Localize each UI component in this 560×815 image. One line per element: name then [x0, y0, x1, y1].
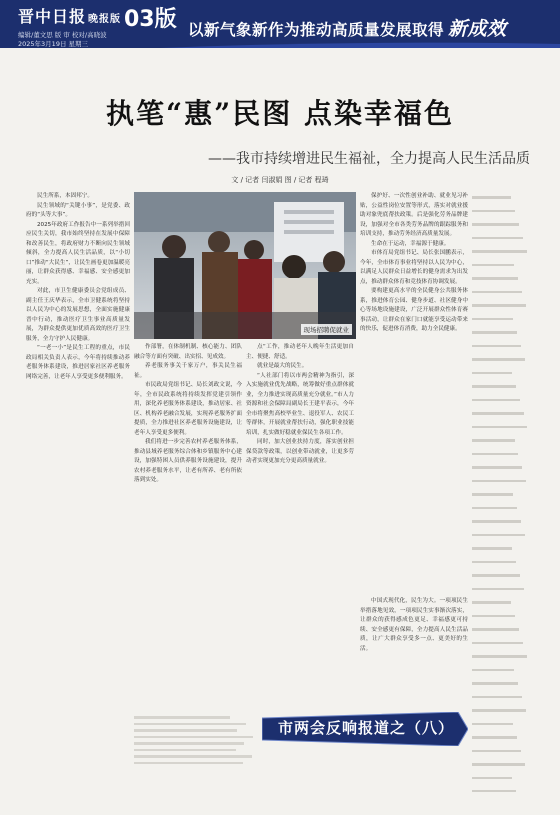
- header-slogan: [188, 14, 507, 41]
- adjacent-column-text: [472, 192, 528, 792]
- text-line-placeholder: [472, 318, 528, 328]
- text-line-placeholder: [472, 196, 528, 206]
- text-line-placeholder: [472, 601, 528, 611]
- masthead-title: 晋中日报: [18, 7, 87, 26]
- text-line-placeholder: [472, 534, 528, 544]
- paragraph: 对此，市卫生健康委员会党组成员、副主任王庆华表示，全市卫健系统将坚持以人民为中心的发展思想，全面实施健康晋中行动，推动医疗卫生事业高质量发展，为群众提供更加优质高效的医疗卫生服务，全力守护人民健康。: [26, 288, 130, 342]
- photo-caption: 现场招聘促就业: [301, 324, 353, 335]
- text-line-placeholder: [134, 729, 237, 732]
- text-line-placeholder: [472, 763, 528, 773]
- paragraph: 点“工作，推动老年人晚年生活更加自主、便捷、舒适。: [246, 344, 354, 360]
- text-line-placeholder: [472, 655, 528, 665]
- text-line-placeholder: [472, 669, 528, 679]
- header-swoosh-decoration: [160, 40, 560, 48]
- text-line-placeholder: [472, 723, 528, 733]
- text-line-placeholder: [472, 277, 528, 287]
- series-label: 市两会反响报道之（八）: [278, 719, 455, 737]
- article-column-1: [26, 192, 130, 792]
- text-line-placeholder: [472, 561, 528, 571]
- article-subtitle: ——我市持续增进民生福祉，全力提高人民生活品质: [208, 151, 530, 167]
- text-line-placeholder: [472, 426, 528, 436]
- text-line-placeholder: [472, 358, 528, 368]
- text-line-placeholder: [472, 331, 528, 341]
- text-line-placeholder: [472, 466, 528, 476]
- text-line-placeholder: [472, 493, 528, 503]
- text-line-placeholder: [472, 777, 528, 787]
- text-line-placeholder: [134, 742, 244, 745]
- text-line-placeholder: [472, 628, 528, 638]
- paragraph: 民生所系，本固邦宁。: [37, 193, 93, 199]
- text-line-placeholder: [472, 210, 528, 220]
- text-line-placeholder: [472, 709, 528, 719]
- paragraph: 保护好、一次性创业补助、就业见习补贴，公益性岗位安置等形式，落实对就业援助对象兜底帮扶政策。后是强化劳务品牌建设，加强对全市各类劳务品牌的跟踪服务和培训支持，推动劳务经济高质量发展。: [360, 193, 468, 237]
- page-header: [0, 0, 560, 48]
- paragraph: “人社部门将以市两会精神为指引，深入实施就业优先战略，统筹做好重点群体就业，全力推进实现高质量充分就业。”市人力资源和社会保障局副局长王建平表示，今年全市将聚焦高校毕业生、退役军人、农民工等群体，开展就业帮扶行动，强化职业技能培训，扎实做好稳就业保民生各项工作。: [246, 372, 354, 436]
- text-line-placeholder: [472, 750, 528, 760]
- paragraph: 我们将进一步完善农村养老服务体系，推动县域养老服务综合体和乡镇服务中心建设，加强特困人员供养服务设施建设，提升农村养老服务水平，让老有所养、老有所依落到实处。: [134, 439, 242, 483]
- text-line-placeholder: [472, 345, 528, 355]
- text-line-placeholder: [472, 439, 528, 449]
- text-line-placeholder: [134, 736, 253, 739]
- paragraph: 作部署，在体制机制、核心能力、团队融合等方面有突破、出实招、见成效。: [134, 344, 242, 360]
- text-line-placeholder: [472, 372, 528, 382]
- text-line-placeholder: [472, 615, 528, 625]
- text-line-placeholder: [472, 736, 528, 746]
- paragraph: 要构建更高水平的全民健身公共服务体系，推进体育公园、健身步道、社区健身中心等场地设施建设，广泛开展群众性体育赛事活动，让群众在家门口就能享受运动带来的快乐，促进体育消费，助力全民健康。: [360, 288, 468, 332]
- text-line-placeholder: [472, 480, 528, 490]
- paragraph: 养老服务事关千家万户，事关民生福祉。: [134, 363, 242, 379]
- text-line-placeholder: [472, 237, 528, 247]
- paragraph: 就业是最大的民生。: [257, 363, 308, 369]
- text-line-placeholder: [472, 642, 528, 652]
- article-byline: 文 / 记者 闫淑娟 图 / 记者 程琦: [231, 176, 329, 184]
- text-line-placeholder: [472, 696, 528, 706]
- text-line-placeholder: [472, 790, 528, 792]
- article-photo: [134, 192, 356, 339]
- paragraph: 市体育局党组书记、局长张国鹏表示，今年，全市体育事业将坚持以人民为中心，以满足人民群众日益增长的健身需求为出发点，推动群众体育和竞技体育协调发展。: [360, 250, 468, 285]
- text-line-placeholder: [472, 507, 528, 517]
- slogan-prefix: 以新气象新作为推动高质量发展取得: [188, 21, 445, 39]
- text-line-placeholder: [472, 682, 528, 692]
- text-line-placeholder: [472, 264, 528, 274]
- article-column-4: [360, 192, 468, 590]
- text-line-placeholder: [472, 588, 528, 598]
- paragraph: 中国式现代化，民生为大。一项项民生举措落地见效，一项项民生实事渐次落实，让群众的获得感成色更足、幸福感更可持续、安全感更有保障，全力提高人民生活品质，让广大群众享受多一点、更美好的生活。: [360, 598, 468, 652]
- text-line-placeholder: [472, 547, 528, 557]
- article-title: 执笔“惠”民图 点染幸福色: [106, 97, 454, 130]
- text-line-placeholder: [134, 755, 252, 758]
- text-line-placeholder: [472, 304, 528, 314]
- text-line-placeholder: [472, 574, 528, 584]
- paragraph: 同时，加大创业扶持力度，落实创业担保贷款等政策，以创业带动就业，让更多劳动者实现更加充分更高质量就业。: [246, 439, 354, 464]
- text-line-placeholder: [472, 223, 528, 233]
- text-line-placeholder: [472, 250, 528, 260]
- paragraph: 生命在于运动，幸福源于健康。: [371, 240, 450, 247]
- text-line-placeholder: [472, 412, 528, 422]
- text-line-placeholder: [472, 385, 528, 395]
- text-line-placeholder: [134, 716, 230, 719]
- slogan-emphasis: 新成效: [448, 18, 507, 40]
- edition-label: 晚报版: [88, 14, 122, 25]
- text-line-placeholder: [134, 749, 236, 752]
- article-column-4-closing: [360, 597, 468, 693]
- text-line-placeholder: [134, 762, 243, 765]
- paragraph: “一老一小”是民生工程的重点，市民政局相关负责人表示，今年将持续推动养老服务体系建设，推进居家社区养老服务网络完善，让老年人享受更多便利服务。: [26, 345, 130, 380]
- text-line-placeholder: [472, 520, 528, 530]
- masthead: [18, 4, 121, 27]
- text-line-placeholder: [134, 723, 246, 726]
- text-line-placeholder: [472, 399, 528, 409]
- paragraph: 2025年政府工作报告中一系列举措回应民生关切，我市始终坚持在发展中保障和改善民生，将政府财力不断向民生领域倾斜，全力提高人民生活品质，以“小切口”推动“大民生”，让民生画卷更加温暖亮丽，让群众获得感、幸福感、安全感更加充实。: [26, 221, 130, 285]
- paragraph: 市民政局党组书记、局长刘政文说，今年，全市民政系统将持续发挥党建引领作用，深化养老服务体系建设，推动居家、社区、机构养老融合发展，实现养老服务扩面提质，全力推进社区养老服务设施建设，让老年人享受更多便利。: [134, 382, 242, 436]
- article-column-2: [134, 343, 242, 703]
- text-line-placeholder: [472, 291, 528, 301]
- page-number: 03版: [124, 7, 177, 32]
- editor-line: 编辑/董文思 版 审 校对/高晓波: [18, 31, 107, 39]
- paragraph: 民生领域的“关键小事”，是党委、政府的“头等大事”。: [26, 202, 130, 218]
- date-line: 2025年3月19日 星期三: [18, 40, 89, 48]
- job-fair-photo-illustration: [134, 192, 356, 339]
- text-line-placeholder: [472, 453, 528, 463]
- column-text-continuation: [134, 712, 254, 792]
- article-column-3: [246, 343, 354, 703]
